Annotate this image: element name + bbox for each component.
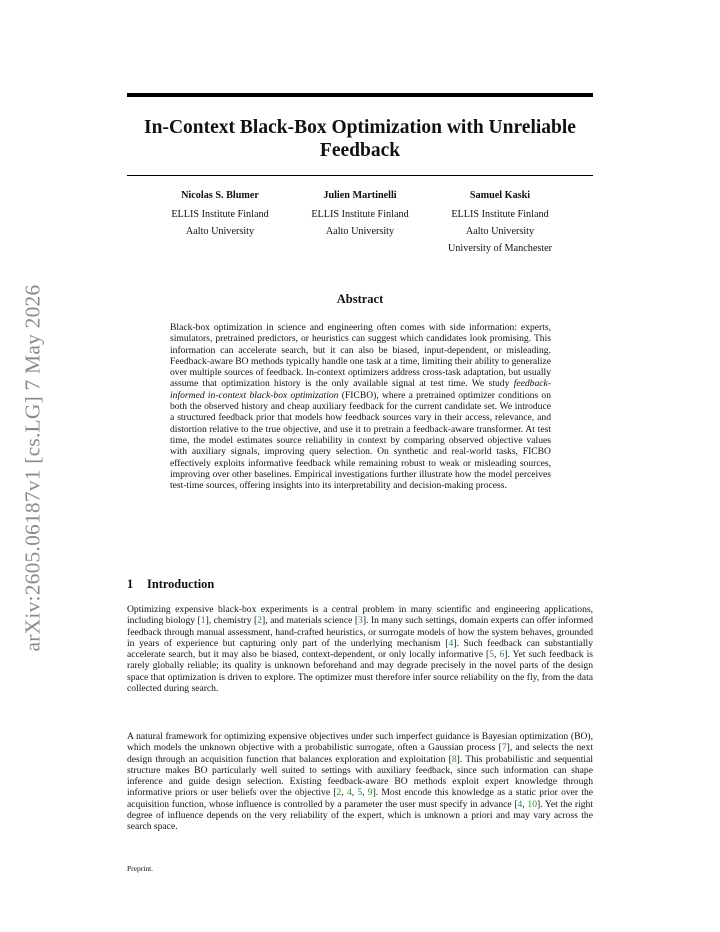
- citation-link[interactable]: 8: [451, 753, 457, 765]
- author-affiliation: Aalto University: [465, 226, 535, 237]
- author-1: [150, 187, 290, 257]
- abstract-text-part: Black-box optimization in science and engineering often comes with side information: experts, simulators, pretrained predictors, or heuristics can suggest which candidates look promising. This information can accelerate search, but it can also be biased, input-dependent, or misleading. Feedback-aware BO methods typically handle one task at a time, limiting their ability to generalize over multiple sources of feedback. In-context optimizers address cross-task adaptation, but usually assume that optimization history is the only available signal at test time. We study: [170, 322, 551, 390]
- arxiv-id[interactable]: arXiv:2605.06187v1 [cs.LG] 7 May 2026: [20, 284, 45, 652]
- citation-link[interactable]: 10: [527, 798, 537, 810]
- arxiv-stamp: [18, 268, 48, 668]
- abstract-text-part: (FICBO), where a pretrained optimizer conditions on both the observed history and cheap auxiliary feedback for the current candidate set. We introduce a structured feedback prior that models how feedback sources vary in their access, relevance, and distortion relative to the true objective, and use it to pretrain a feedback-aware transformer. At test time, the model estimates source reliability in context by comparing observed objective values with auxiliary signals, improving query selection. On synthetic and real-world tasks, FICBO effectively exploits informative feedback while remaining robust to weak or misleading sources, improving over other baselines. Empirical investigations further illustrate how the model perceives test-time sources, offering insights into its interpretability and decision-making process.: [170, 389, 551, 492]
- author-block: [150, 187, 570, 257]
- citation-link[interactable]: 5: [489, 649, 495, 660]
- citation-link[interactable]: 4: [346, 787, 352, 799]
- citation-link[interactable]: 2: [336, 787, 342, 799]
- intro-paragraph-1: Optimizing expensive black-box experiments is a central problem in many scientific and engineering applications, including biology [1], chemistry [2], and materials science [3]. In many such settings, domain experts can offer informed feedback through manual assessment, hand-crafted heuristics, or surrogate models of how the system behaves, grounded in years of experience but capturing only part of the underlying mechanism [4]. Such feedback can substantially accelerate search, but it may also be biased, context-dependent, or only locally informative [5, 6]. Yet such feedback is rarely globally reliable; its quality is unknown beforehand and may degrade precisely in the novel parts of the design space that optimization is driven to explore. The optimizer must therefore infer source reliability on the fly, from the data collected during search.: [127, 604, 594, 694]
- citation-link[interactable]: 3: [358, 615, 363, 627]
- abstract-method-name: feedback-informed in-context black-box optimization: [170, 378, 551, 401]
- citation-link[interactable]: 1: [200, 615, 206, 627]
- paper-title: In-Context Black-Box Optimization with Unreliable Feedback: [144, 117, 576, 161]
- abstract-text: [170, 322, 551, 491]
- section-heading: [127, 577, 214, 592]
- citation-link[interactable]: 2: [257, 615, 262, 627]
- citation-link[interactable]: 5: [357, 787, 363, 799]
- section-title: Introduction: [147, 577, 215, 591]
- author-affiliation: Aalto University: [325, 226, 395, 237]
- title-bottom-rule: [127, 175, 593, 176]
- citation-link[interactable]: 7: [501, 742, 507, 754]
- citation-link[interactable]: 6: [499, 649, 505, 660]
- author-affiliation: ELLIS Institute Finland: [171, 209, 269, 220]
- author-affiliation: ELLIS Institute Finland: [311, 209, 409, 220]
- abstract-heading: Abstract: [336, 292, 384, 306]
- citation-link[interactable]: 4: [448, 637, 454, 649]
- author-name: Nicolas S. Blumer: [181, 190, 259, 201]
- section-number: 1: [127, 577, 134, 591]
- author-affiliation: ELLIS Institute Finland: [451, 209, 549, 220]
- citation-link[interactable]: 9: [367, 787, 373, 799]
- author-3: [430, 187, 570, 257]
- author-name: Julien Martinelli: [323, 190, 397, 201]
- preprint-note: Preprint.: [127, 864, 154, 873]
- author-2: [290, 187, 430, 257]
- citation-link[interactable]: 4: [517, 798, 523, 810]
- author-affiliation: Aalto University: [185, 226, 255, 237]
- intro-paragraph-2: A natural framework for optimizing expensive objectives under such imperfect guidance is Bayesian optimization (BO), which models the unknown objective with a probabilistic surrogate, often a Gaussian process [7], and selects the next design through an acquisition function that balances exploration and exploitation [8]. This probabilistic and sequential structure makes BO particularly well suited to settings with auxiliary feedback, since such information can shape inference and guide design selection. Existing feedback-aware BO methods exploit expert knowledge through informative priors or user beliefs over the objective [2, 4, 5, 9]. Most encode this knowledge as a static prior over the acquisition function, whose influence is controlled by a parameter the user must specify in advance [4, 10]. Yet the right degree of influence depends on the very reliability of the expert, which is unknown a priori and may vary across the search space.: [127, 731, 594, 832]
- author-name: Samuel Kaski: [469, 190, 531, 201]
- title-top-rule: [127, 93, 593, 97]
- author-affiliation: University of Manchester: [447, 243, 553, 254]
